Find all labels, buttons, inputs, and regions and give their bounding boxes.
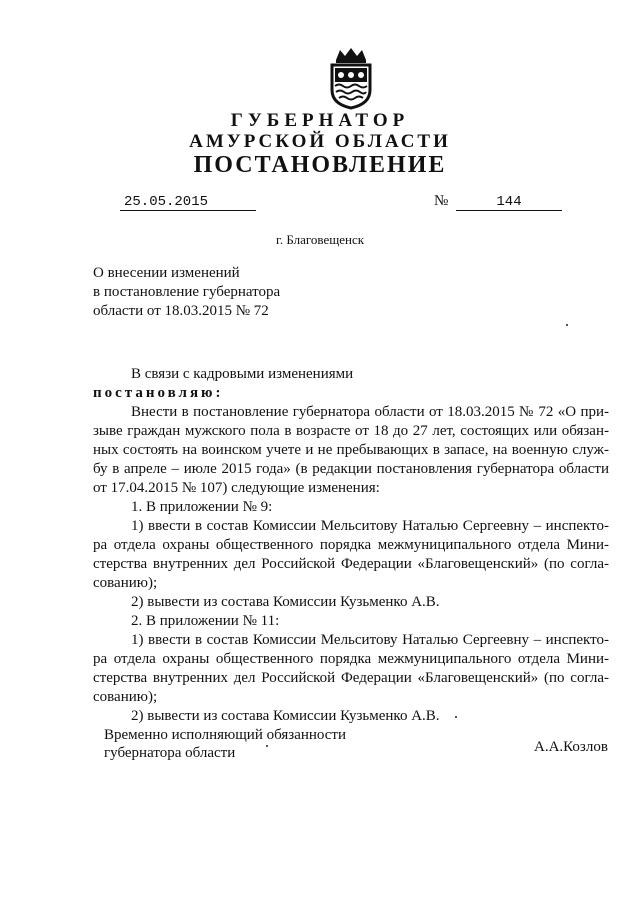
item-line: сованию); xyxy=(93,689,158,705)
item-line: 2) вывести из состава Комиссии Кузьменко А.В. xyxy=(131,594,440,610)
item-line: 1) ввести в состав Комиссии Мельситову Наталью Сергеевну – инспекто- xyxy=(131,518,609,534)
header-governor: ГУБЕРНАТОР xyxy=(230,110,410,131)
subject-line: О внесении изменений xyxy=(93,265,240,281)
item-title: 1. В приложении № 9: xyxy=(131,499,273,515)
item-title: 2. В приложении № 11: xyxy=(131,613,280,629)
scan-speck xyxy=(455,716,457,718)
scan-speck xyxy=(266,745,268,747)
coat-of-arms-icon xyxy=(326,46,376,110)
item-line: ра отдела охраны общественного порядка межмуниципального отдела Мини- xyxy=(93,537,609,553)
document-number: 144 xyxy=(456,194,562,211)
document-subject xyxy=(93,264,280,321)
item-line: стерства внутренних дел Российской Федерации «Благовещенский» (по согла- xyxy=(93,556,609,572)
item-line: 1) ввести в состав Комиссии Мельситову Наталью Сергеевну – инспекто- xyxy=(131,632,609,648)
item-line: ра отдела охраны общественного порядка межмуниципального отдела Мини- xyxy=(93,651,609,667)
item-line: 2) вывести из состава Комиссии Кузьменко А.В. xyxy=(131,708,440,724)
item-line: сованию); xyxy=(93,575,158,591)
scan-speck xyxy=(566,324,568,326)
city-name: г. Благовещенск xyxy=(275,232,365,247)
subject-line: в постановление губернатора xyxy=(93,284,281,300)
paragraph-line: от 17.04.2015 № 107) следующие изменения: xyxy=(93,480,380,496)
document-date: 25.05.2015 xyxy=(120,194,256,211)
paragraph-line: бу в апреле – июле 2015 года» (в редакции постановления губернатора области xyxy=(93,461,609,477)
decree-word: постановляю: xyxy=(93,385,224,401)
paragraph-line: ных состоять на воинском учете и не пребывающих в запасе, на военную служ- xyxy=(93,442,609,458)
intro-text: В связи с кадровыми изменениями xyxy=(131,366,354,382)
paragraph-line: зыве граждан мужского пола в возрасте от 18 до 27 лет, состоящих или обязан- xyxy=(93,423,609,439)
signatory-position xyxy=(104,726,346,762)
document-type-title: ПОСТАНОВЛЕНИЕ xyxy=(193,152,447,178)
paragraph-line: Внести в постановление губернатора области от 18.03.2015 № 72 «О при- xyxy=(131,404,609,420)
position-line: губернатора области xyxy=(104,745,236,761)
number-sign: № xyxy=(434,193,449,209)
document-body xyxy=(93,365,609,726)
signatory-name: А.А.Козлов xyxy=(534,739,608,755)
subject-line: области от 18.03.2015 № 72 xyxy=(93,303,269,319)
item-line: стерства внутренних дел Российской Федерации «Благовещенский» (по согла- xyxy=(93,670,609,686)
position-line: Временно исполняющий обязанности xyxy=(104,727,347,743)
header-region: АМУРСКОЙ ОБЛАСТИ xyxy=(189,131,451,152)
